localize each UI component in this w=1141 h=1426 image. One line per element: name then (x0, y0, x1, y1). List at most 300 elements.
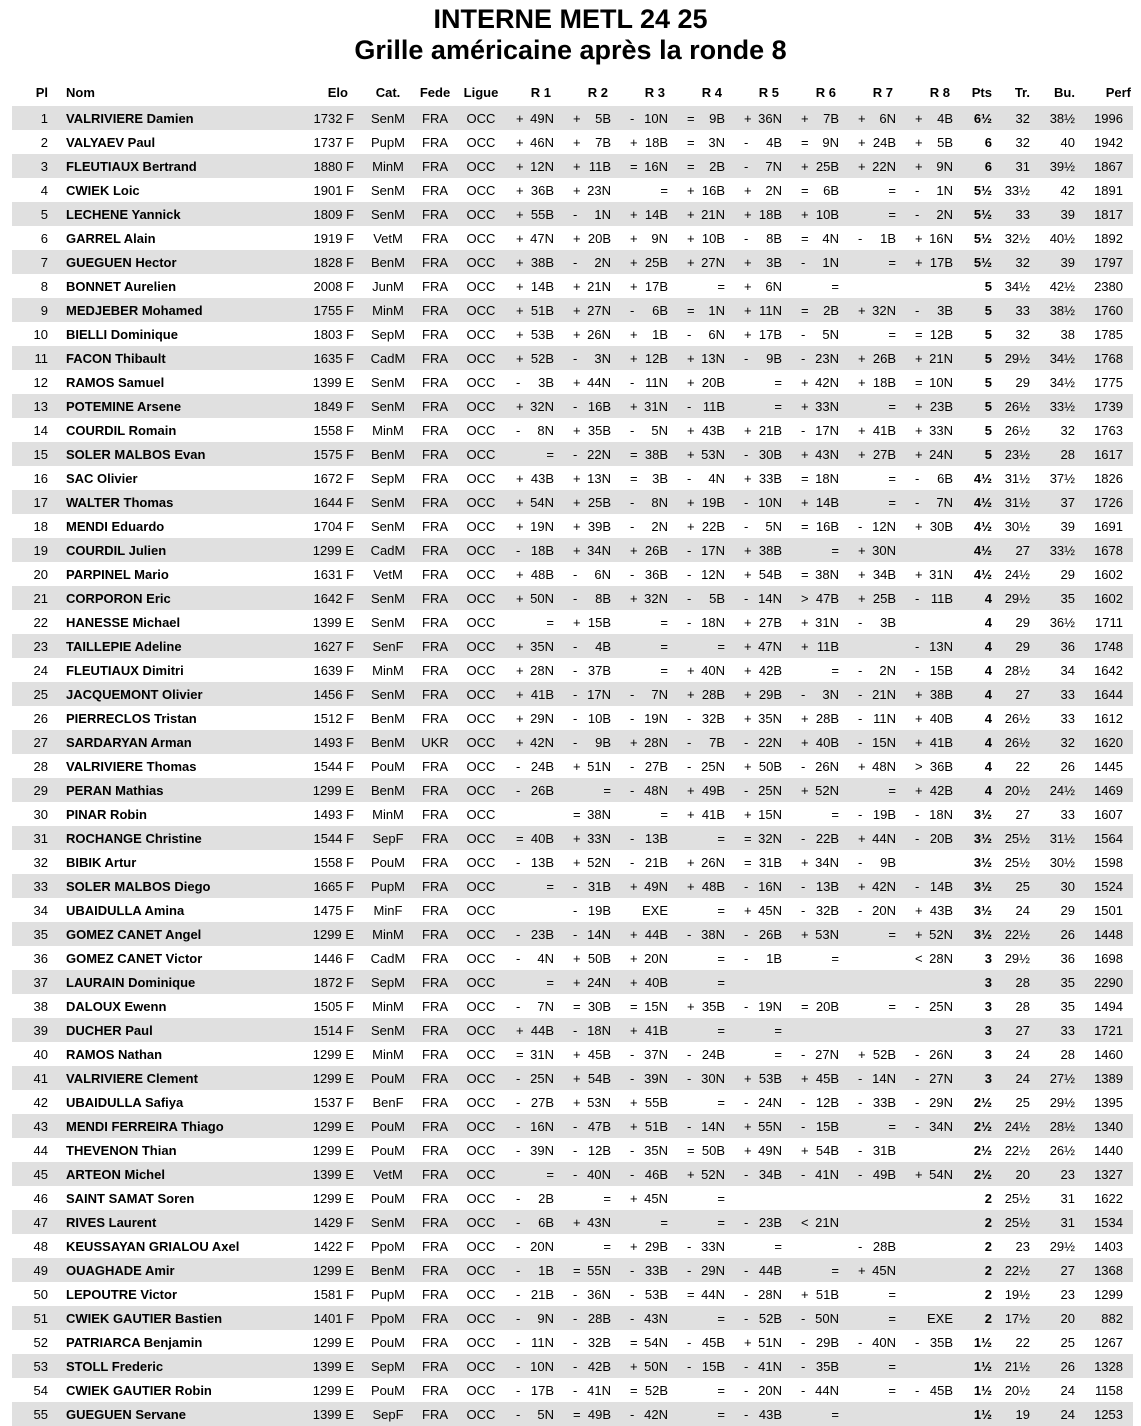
cell-round-result-r5: + 3B (744, 254, 782, 270)
table-row (12, 634, 1133, 658)
cell-place: 9 (40, 302, 48, 318)
cell-league: OCC (466, 1118, 496, 1134)
cell-round-result-r3: - 10N (630, 110, 668, 126)
cell-federation: FRA (422, 230, 448, 246)
cell-round-result-r2: - 42B (573, 1358, 611, 1374)
cell-elo: 1456 F (313, 686, 354, 702)
cell-points: 1½ (973, 1382, 992, 1398)
cell-elo: 1299 E (312, 926, 354, 942)
cell-round-result-r6 (789, 1186, 846, 1210)
cell-performance: 1564 (1094, 830, 1123, 846)
cell-player-name: GARREL Alain (66, 230, 156, 246)
cell-performance: 1602 (1094, 590, 1123, 606)
table-row (12, 442, 1133, 466)
cell-points: 1½ (973, 1406, 992, 1422)
cell-performance: 1698 (1094, 950, 1123, 966)
cell-federation: FRA (422, 998, 448, 1014)
cell-federation: FRA (422, 662, 448, 678)
cell-place: 44 (33, 1142, 48, 1158)
cell-tiebreak-bu: 23 (1060, 1166, 1075, 1182)
cell-round-result-r1 (504, 802, 561, 826)
cell-round-result-r5: - 1B (744, 950, 782, 966)
cell-round-result-r5: - 20N (744, 1382, 782, 1398)
cell-performance: 1328 (1094, 1358, 1123, 1374)
cell-round-result-r6: + 53N (801, 926, 839, 942)
cell-federation: FRA (422, 1238, 448, 1254)
cell-federation: FRA (422, 590, 448, 606)
cell-round-result-r6: + 42N (801, 374, 839, 390)
column-header-r5: R 5 (758, 85, 779, 101)
cell-round-result-r6: + 33N (801, 398, 839, 414)
cell-tiebreak-tr: 23 (1015, 1238, 1030, 1254)
cell-category: SepM (371, 470, 405, 486)
cell-round-result-r8: + 23B (915, 398, 953, 414)
cell-points: 3 (984, 950, 992, 966)
column-header-perf: Perf (1105, 85, 1131, 101)
cell-round-result-r5: + 53B (744, 1070, 782, 1086)
cell-league: OCC (466, 1382, 496, 1398)
cell-performance: 1494 (1094, 998, 1123, 1014)
cell-round-result-r5: + 6N (744, 278, 782, 294)
cell-round-result-r8: + 24N (915, 446, 953, 462)
cell-league: OCC (466, 1262, 496, 1278)
cell-federation: FRA (422, 158, 448, 174)
cell-category: PpoM (371, 1238, 405, 1254)
cell-round-result-r6: = 2B (801, 302, 839, 318)
cell-elo: 1399 E (312, 374, 354, 390)
cell-round-result-r5: = (774, 1046, 782, 1062)
cell-round-result-r1: - 9N (516, 1310, 554, 1326)
cell-points: 4 (984, 758, 992, 774)
cell-points: 4½ (973, 566, 992, 582)
cell-round-result-r3: = 52B (630, 1382, 668, 1398)
cell-elo: 1401 F (313, 1310, 354, 1326)
cell-performance: 1253 (1094, 1406, 1123, 1422)
cell-points: 5½ (973, 230, 992, 246)
table-row (12, 346, 1133, 370)
cell-place: 39 (33, 1022, 48, 1038)
column-header-r1: R 1 (530, 85, 551, 101)
table-row (12, 154, 1133, 178)
cell-round-result-r6: + 40B (801, 734, 839, 750)
cell-league: OCC (466, 758, 496, 774)
cell-round-result-r4: + 26N (687, 854, 725, 870)
cell-performance: 1607 (1094, 806, 1123, 822)
cell-category: MinM (372, 302, 404, 318)
cell-category: PouM (371, 1334, 405, 1350)
cell-player-name: POTEMINE Arsene (66, 398, 182, 414)
cell-performance: 1340 (1094, 1118, 1123, 1134)
cell-elo: 1919 F (313, 230, 354, 246)
cell-tiebreak-bu: 40 (1060, 134, 1075, 150)
cell-elo: 1429 F (313, 1214, 354, 1230)
cell-round-result-r8 (903, 1402, 960, 1426)
cell-place: 22 (33, 614, 48, 630)
cell-place: 19 (33, 542, 48, 558)
cell-round-result-r2: + 25B (573, 494, 611, 510)
cell-round-result-r7: - 40N (858, 1334, 896, 1350)
cell-player-name: BIELLI Dominique (66, 326, 178, 342)
cell-round-result-r4: - 30N (687, 1070, 725, 1086)
cell-league: OCC (466, 398, 496, 414)
cell-round-result-r2: + 50B (573, 950, 611, 966)
table-row (12, 130, 1133, 154)
cell-elo: 1631 F (313, 566, 354, 582)
cell-player-name: GUEGUEN Hector (66, 254, 177, 270)
cell-round-result-r7: = (888, 182, 896, 198)
cell-round-result-r1: - 13B (516, 854, 554, 870)
cell-round-result-r8 (903, 850, 960, 874)
cell-round-result-r2: - 9B (573, 734, 611, 750)
cell-category: BenM (371, 254, 405, 270)
cell-tiebreak-tr: 27 (1015, 806, 1030, 822)
table-row (12, 1306, 1133, 1330)
cell-round-result-r2: - 19B (573, 902, 611, 918)
cell-round-result-r6: - 5N (801, 326, 839, 342)
cell-round-result-r8 (903, 1282, 960, 1306)
cell-round-result-r4: + 16B (687, 182, 725, 198)
cell-round-result-r2: - 40N (573, 1166, 611, 1182)
cell-league: OCC (466, 878, 496, 894)
cell-tiebreak-bu: 20 (1060, 1310, 1075, 1326)
cell-tiebreak-tr: 25½ (1004, 1214, 1030, 1230)
cell-round-result-r2: = (603, 782, 611, 798)
cell-round-result-r2: + 24N (573, 974, 611, 990)
cell-round-result-r5: + 2N (744, 182, 782, 198)
cell-player-name: BIBIK Artur (66, 854, 137, 870)
cell-category: SepF (372, 830, 404, 846)
cell-round-result-r1: + 35N (516, 638, 554, 654)
cell-round-result-r6: + 10B (801, 206, 839, 222)
cell-place: 45 (33, 1166, 48, 1182)
cell-round-result-r2: + 39B (573, 518, 611, 534)
cell-round-result-r5: - 22N (744, 734, 782, 750)
cell-category: BenM (371, 710, 405, 726)
cell-round-result-r2: + 15B (573, 614, 611, 630)
cell-round-result-r4: - 5B (687, 590, 725, 606)
cell-player-name: DALOUX Ewenn (66, 998, 167, 1014)
cell-tiebreak-bu: 26 (1060, 926, 1075, 942)
cell-round-result-r6: = (831, 1406, 839, 1422)
cell-round-result-r1: - 10N (516, 1358, 554, 1374)
cell-player-name: GUEGUEN Servane (66, 1406, 186, 1422)
cell-category: SenM (371, 1022, 405, 1038)
cell-round-result-r2: - 36N (573, 1286, 611, 1302)
cell-points: 5 (984, 398, 992, 414)
cell-player-name: VALRIVIERE Thomas (66, 758, 197, 774)
column-header-r7: R 7 (872, 85, 893, 101)
cell-round-result-r5: - 23B (744, 1214, 782, 1230)
cell-league: OCC (466, 998, 496, 1014)
cell-points: 1½ (973, 1358, 992, 1374)
cell-federation: FRA (422, 1070, 448, 1086)
column-header-nom: Nom (66, 85, 95, 101)
cell-round-result-r1: - 21B (516, 1286, 554, 1302)
cell-elo: 1901 F (313, 182, 354, 198)
cell-tiebreak-tr: 26½ (1004, 734, 1030, 750)
cell-round-result-r8: + 38B (915, 686, 953, 702)
cell-round-result-r4: + 10B (687, 230, 725, 246)
cell-tiebreak-bu: 28 (1060, 446, 1075, 462)
cell-player-name: COURDIL Romain (66, 422, 177, 438)
cell-category: CadM (370, 950, 406, 966)
cell-category: CadM (370, 350, 406, 366)
cell-category: SenM (371, 686, 405, 702)
cell-round-result-r5: - 14N (744, 590, 782, 606)
cell-round-result-r8 (903, 610, 960, 634)
cell-place: 5 (40, 206, 48, 222)
cell-tiebreak-tr: 32 (1015, 254, 1030, 270)
cell-league: OCC (466, 1070, 496, 1086)
cell-round-result-r7: - 9B (858, 854, 896, 870)
cell-league: OCC (466, 110, 496, 126)
cell-player-name: PARPINEL Mario (66, 566, 169, 582)
cell-tiebreak-bu: 42 (1060, 182, 1075, 198)
cell-points: 5 (984, 278, 992, 294)
cell-performance: 1785 (1094, 326, 1123, 342)
cell-tiebreak-tr: 28 (1015, 998, 1030, 1014)
cell-place: 25 (33, 686, 48, 702)
table-row (12, 274, 1133, 298)
cell-round-result-r5: + 49N (744, 1142, 782, 1158)
cell-elo: 1665 F (313, 878, 354, 894)
cell-points: 4 (984, 662, 992, 678)
crosstable (12, 72, 1133, 1426)
cell-round-result-r5: + 27B (744, 614, 782, 630)
cell-round-result-r2: + 27N (573, 302, 611, 318)
cell-round-result-r1: + 38B (516, 254, 554, 270)
cell-tiebreak-bu: 36½ (1049, 614, 1075, 630)
cell-round-result-r1: + 53B (516, 326, 554, 342)
cell-tiebreak-tr: 28½ (1004, 662, 1030, 678)
cell-federation: FRA (422, 974, 448, 990)
cell-points: 5 (984, 326, 992, 342)
table-row (12, 874, 1133, 898)
cell-round-result-r1: + 41B (516, 686, 554, 702)
cell-round-result-r2: + 5B (573, 110, 611, 126)
cell-category: PouM (371, 1118, 405, 1134)
cell-round-result-r3: - 33B (630, 1262, 668, 1278)
cell-round-result-r5: - 34B (744, 1166, 782, 1182)
column-header-bu: Bu. (1054, 85, 1075, 101)
cell-round-result-r6 (789, 1018, 846, 1042)
cell-place: 17 (33, 494, 48, 510)
cell-elo: 1299 E (312, 1190, 354, 1206)
cell-tiebreak-tr: 22½ (1004, 1262, 1030, 1278)
table-row (12, 514, 1133, 538)
cell-tiebreak-bu: 28½ (1049, 1118, 1075, 1134)
cell-tiebreak-tr: 27 (1015, 1022, 1030, 1038)
cell-tiebreak-tr: 29 (1015, 638, 1030, 654)
cell-federation: FRA (422, 782, 448, 798)
cell-round-result-r8: < 28N (915, 950, 953, 966)
cell-tiebreak-bu: 39 (1060, 254, 1075, 270)
cell-round-result-r1: - 6B (516, 1214, 554, 1230)
cell-elo: 1581 F (313, 1286, 354, 1302)
table-row (12, 730, 1133, 754)
cell-league: OCC (466, 1094, 496, 1110)
cell-round-result-r3: - 7N (630, 686, 668, 702)
cell-federation: FRA (422, 1046, 448, 1062)
cell-round-result-r8: + 17B (915, 254, 953, 270)
cell-tiebreak-tr: 34½ (1004, 278, 1030, 294)
cell-place: 23 (33, 638, 48, 654)
cell-round-result-r2: - 41N (573, 1382, 611, 1398)
cell-round-result-r6: + 11B (801, 638, 839, 654)
cell-player-name: PERAN Mathias (66, 782, 164, 798)
cell-round-result-r5: - 4B (744, 134, 782, 150)
cell-round-result-r5: + 29B (744, 686, 782, 702)
cell-round-result-r8: - 6B (915, 470, 953, 486)
cell-round-result-r4: - 14N (687, 1118, 725, 1134)
table-row (12, 322, 1133, 346)
cell-round-result-r3: + 44B (630, 926, 668, 942)
cell-round-result-r4: = (717, 278, 725, 294)
cell-tiebreak-tr: 32 (1015, 326, 1030, 342)
cell-performance: 1642 (1094, 662, 1123, 678)
cell-round-result-r7: - 49B (858, 1166, 896, 1182)
cell-round-result-r1: = (546, 974, 554, 990)
cell-round-result-r2: - 10B (573, 710, 611, 726)
cell-round-result-r5: + 21B (744, 422, 782, 438)
cell-points: 4½ (973, 470, 992, 486)
cell-points: 3½ (973, 854, 992, 870)
cell-tiebreak-bu: 27 (1060, 1262, 1075, 1278)
cell-round-result-r5: + 18B (744, 206, 782, 222)
cell-category: SepF (372, 1406, 404, 1422)
cell-round-result-r6: = 9N (801, 134, 839, 150)
cell-round-result-r3: + 41B (630, 1022, 668, 1038)
cell-round-result-r8 (903, 274, 960, 298)
cell-round-result-r3: + 31N (630, 398, 668, 414)
cell-round-result-r3: + 17B (630, 278, 668, 294)
cell-category: MinF (373, 902, 403, 918)
cell-federation: FRA (422, 1406, 448, 1422)
cell-round-result-r4: - 15B (687, 1358, 725, 1374)
cell-league: OCC (466, 326, 496, 342)
cell-performance: 1612 (1094, 710, 1123, 726)
cell-federation: FRA (422, 854, 448, 870)
cell-tiebreak-bu: 34 (1060, 662, 1075, 678)
cell-round-result-r8: + 9N (915, 158, 953, 174)
cell-points: 5 (984, 374, 992, 390)
cell-round-result-r3: = 54N (630, 1334, 668, 1350)
cell-round-result-r6: - 23N (801, 350, 839, 366)
cell-place: 50 (33, 1286, 48, 1302)
cell-federation: FRA (422, 950, 448, 966)
cell-place: 46 (33, 1190, 48, 1206)
cell-player-name: GOMEZ CANET Victor (66, 950, 203, 966)
cell-round-result-r8: - 2N (915, 206, 953, 222)
cell-tiebreak-bu: 35 (1060, 998, 1075, 1014)
cell-round-result-r8 (903, 1210, 960, 1234)
cell-category: MinM (372, 158, 404, 174)
cell-federation: FRA (422, 614, 448, 630)
cell-round-result-r1: + 51B (516, 302, 554, 318)
cell-round-result-r3: = (660, 182, 668, 198)
cell-round-result-r1: - 5N (516, 1406, 554, 1422)
cell-place: 40 (33, 1046, 48, 1062)
cell-tiebreak-bu: 31 (1060, 1214, 1075, 1230)
column-header-r3: R 3 (644, 85, 665, 101)
cell-round-result-r1: = (546, 614, 554, 630)
cell-round-result-r7: + 24B (858, 134, 896, 150)
cell-round-result-r3: - 13B (630, 830, 668, 846)
cell-round-result-r5: = (774, 1238, 782, 1254)
cell-federation: FRA (422, 470, 448, 486)
cell-round-result-r7: + 41B (858, 422, 896, 438)
cell-round-result-r6: - 15B (801, 1118, 839, 1134)
cell-place: 10 (33, 326, 48, 342)
table-row (12, 1114, 1133, 1138)
cell-round-result-r1: - 2B (516, 1190, 554, 1206)
cell-round-result-r4: = (717, 974, 725, 990)
cell-performance: 1768 (1094, 350, 1123, 366)
table-row (12, 250, 1133, 274)
column-header-r8: R 8 (929, 85, 950, 101)
cell-round-result-r2: = (603, 1190, 611, 1206)
cell-round-result-r4: - 12N (687, 566, 725, 582)
table-row (12, 1378, 1133, 1402)
cell-round-result-r6: = (831, 1262, 839, 1278)
cell-player-name: CWIEK Loic (66, 182, 140, 198)
table-row (12, 850, 1133, 874)
cell-round-result-r3: - 6B (630, 302, 668, 318)
cell-federation: FRA (422, 1142, 448, 1158)
table-row (12, 754, 1133, 778)
cell-round-result-r6: = 18N (801, 470, 839, 486)
cell-tiebreak-tr: 22 (1015, 1334, 1030, 1350)
cell-tiebreak-tr: 26½ (1004, 422, 1030, 438)
cell-player-name: SAINT SAMAT Soren (66, 1190, 195, 1206)
cell-tiebreak-tr: 32½ (1004, 230, 1030, 246)
cell-elo: 1849 F (313, 398, 354, 414)
cell-round-result-r2: - 2N (573, 254, 611, 270)
cell-place: 35 (33, 926, 48, 942)
cell-elo: 1575 F (313, 446, 354, 462)
cell-tiebreak-tr: 29½ (1004, 950, 1030, 966)
cell-points: 3½ (973, 878, 992, 894)
cell-round-result-r4: = (717, 1310, 725, 1326)
table-row (12, 394, 1133, 418)
cell-round-result-r7: = (888, 926, 896, 942)
cell-round-result-r7: - 3B (858, 614, 896, 630)
cell-round-result-r1: - 39N (516, 1142, 554, 1158)
cell-round-result-r1: + 48B (516, 566, 554, 582)
cell-tiebreak-tr: 25½ (1004, 830, 1030, 846)
cell-performance: 1389 (1094, 1070, 1123, 1086)
cell-round-result-r2: + 34N (573, 542, 611, 558)
cell-federation: FRA (422, 350, 448, 366)
cell-round-result-r3: - 53B (630, 1286, 668, 1302)
cell-round-result-r4: = 2B (687, 158, 725, 174)
cell-league: OCC (466, 134, 496, 150)
cell-elo: 1299 E (312, 542, 354, 558)
cell-elo: 1544 F (313, 758, 354, 774)
cell-round-result-r3: + 32N (630, 590, 668, 606)
cell-round-result-r6: - 50N (801, 1310, 839, 1326)
cell-round-result-r4: - 4N (687, 470, 725, 486)
cell-elo: 1512 F (313, 710, 354, 726)
cell-round-result-r4: = (717, 950, 725, 966)
cell-round-result-r7: + 34B (858, 566, 896, 582)
cell-round-result-r6: - 1N (801, 254, 839, 270)
cell-round-result-r1: + 54N (516, 494, 554, 510)
cell-tiebreak-tr: 31½ (1004, 494, 1030, 510)
cell-tiebreak-bu: 31½ (1049, 830, 1075, 846)
cell-round-result-r2: + 54B (573, 1070, 611, 1086)
cell-round-result-r6: + 25B (801, 158, 839, 174)
